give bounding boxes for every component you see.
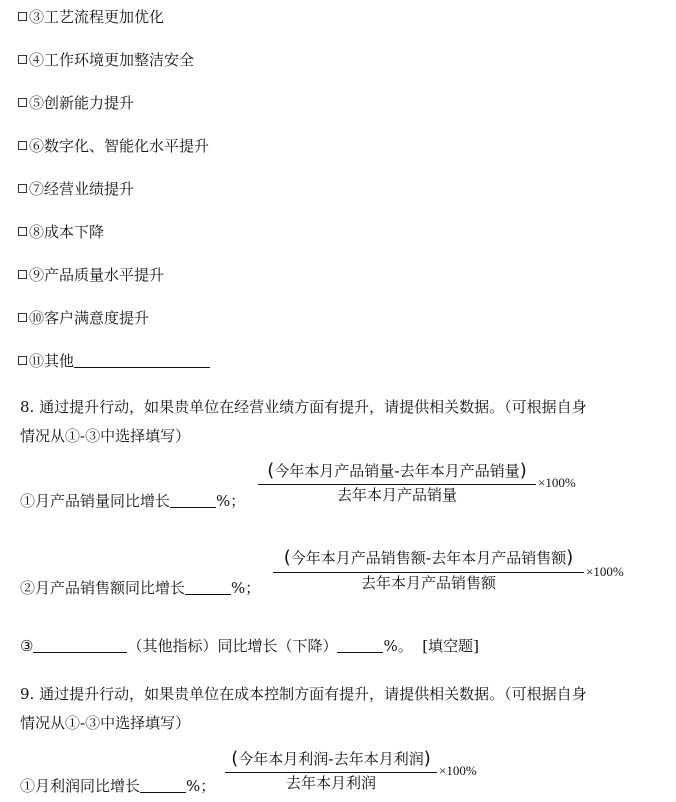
q9-item1-suffix: %；: [186, 777, 216, 795]
option-label: 创新能力提升: [44, 94, 135, 112]
checkbox[interactable]: [18, 313, 27, 322]
option-label: 工艺流程更加优化: [44, 8, 165, 26]
option-marker: ⑤: [29, 94, 45, 112]
option-marker: ⑦: [29, 180, 45, 198]
checkbox[interactable]: [18, 98, 27, 107]
formula-paren-close: ): [566, 547, 574, 568]
formula-paren-open: (: [283, 547, 291, 568]
question-type-tag: [填空题]: [422, 637, 479, 655]
q9-text-line1: 9. 通过提升行动，如果贵单位在成本控制方面有提升，请提供相关数据。（可根据自身: [20, 685, 587, 703]
checkbox[interactable]: [18, 12, 27, 21]
option-10[interactable]: [18, 308, 149, 328]
option-marker: ⑥: [29, 137, 45, 155]
q8-item2-suffix: %；: [231, 579, 261, 597]
option-11[interactable]: [18, 351, 210, 371]
formula-denominator: 去年本月产品销量: [336, 486, 457, 504]
formula-denominator: 去年本月利润: [285, 774, 376, 792]
q8-item2-label: ②月产品销售额同比增长: [20, 579, 186, 597]
option-5[interactable]: [18, 93, 134, 113]
q8-item1: [20, 491, 245, 511]
checkbox[interactable]: [18, 270, 27, 279]
checkbox[interactable]: [18, 55, 27, 64]
option-label: 成本下降: [44, 223, 105, 241]
formula-numerator: 今年本月产品销售额-去年本月产品销售额: [290, 549, 567, 567]
q8-text-line1: 8. 通过提升行动，如果贵单位在经营业绩方面有提升，请提供相关数据。（可根据自身: [20, 398, 587, 416]
formula-denominator: 去年本月产品销售额: [360, 574, 496, 592]
option-marker: ④: [29, 51, 45, 69]
option-label: 数字化、智能化水平提升: [44, 137, 210, 155]
q8-item1-formula: [258, 460, 576, 504]
q8-item2-formula: [273, 547, 624, 592]
q9-text-line2: 情况从①-③中选择填写）: [20, 714, 191, 732]
option-9[interactable]: [18, 265, 164, 285]
option-8[interactable]: [18, 222, 104, 242]
checkbox[interactable]: [18, 356, 27, 365]
option-6[interactable]: [18, 136, 209, 156]
q8-item3-middle: （其他指标）同比增长（下降）: [127, 637, 338, 655]
other-input-blank[interactable]: [74, 353, 210, 368]
q8-item2: [20, 578, 260, 598]
option-7[interactable]: [18, 179, 134, 199]
formula-paren-close: ): [423, 748, 431, 769]
checkbox[interactable]: [18, 141, 27, 150]
option-marker: ⑧: [29, 223, 45, 241]
formula-numerator: 今年本月利润-去年本月利润: [238, 750, 424, 768]
formula-numerator: 今年本月产品销量-去年本月产品销量: [274, 462, 520, 480]
option-marker: ⑪: [29, 352, 45, 370]
option-marker: ③: [29, 8, 45, 26]
q9-item1-input[interactable]: [140, 778, 186, 793]
option-label: 工作环境更加整洁安全: [44, 51, 195, 69]
formula-multiplier: ×100%: [439, 763, 477, 778]
option-label: 其他: [44, 352, 75, 370]
checkbox[interactable]: [18, 227, 27, 236]
option-label: 产品质量水平提升: [44, 266, 165, 284]
option-label: 客户满意度提升: [44, 309, 150, 327]
q8-item1-input[interactable]: [170, 493, 216, 508]
checkbox[interactable]: [18, 184, 27, 193]
q8-item2-input[interactable]: [185, 580, 231, 595]
option-marker: ⑨: [29, 266, 45, 284]
q8-item3: [20, 636, 479, 656]
option-marker: ⑩: [29, 309, 45, 327]
option-4[interactable]: [18, 50, 194, 70]
q8-item1-suffix: %；: [216, 492, 246, 510]
formula-paren-close: ): [519, 460, 527, 481]
q8-item3-indicator-input[interactable]: [33, 638, 127, 653]
q8-item3-value-input[interactable]: [337, 638, 383, 653]
q9-item1-label: ①月利润同比增长: [20, 777, 141, 795]
q9-item1-formula: [225, 748, 477, 792]
option-label: 经营业绩提升: [44, 180, 135, 198]
formula-multiplier: ×100%: [586, 564, 624, 579]
q8-item3-prefix: ③: [20, 637, 34, 655]
formula-paren-open: (: [267, 460, 275, 481]
formula-paren-open: (: [231, 748, 239, 769]
q8-item3-suffix: %。: [383, 637, 413, 655]
formula-multiplier: ×100%: [538, 475, 576, 490]
q8-text-line2: 情况从①-③中选择填写）: [20, 427, 191, 445]
option-3[interactable]: [18, 7, 164, 27]
q9-item1: [20, 776, 215, 796]
q8-item1-label: ①月产品销量同比增长: [20, 492, 171, 510]
